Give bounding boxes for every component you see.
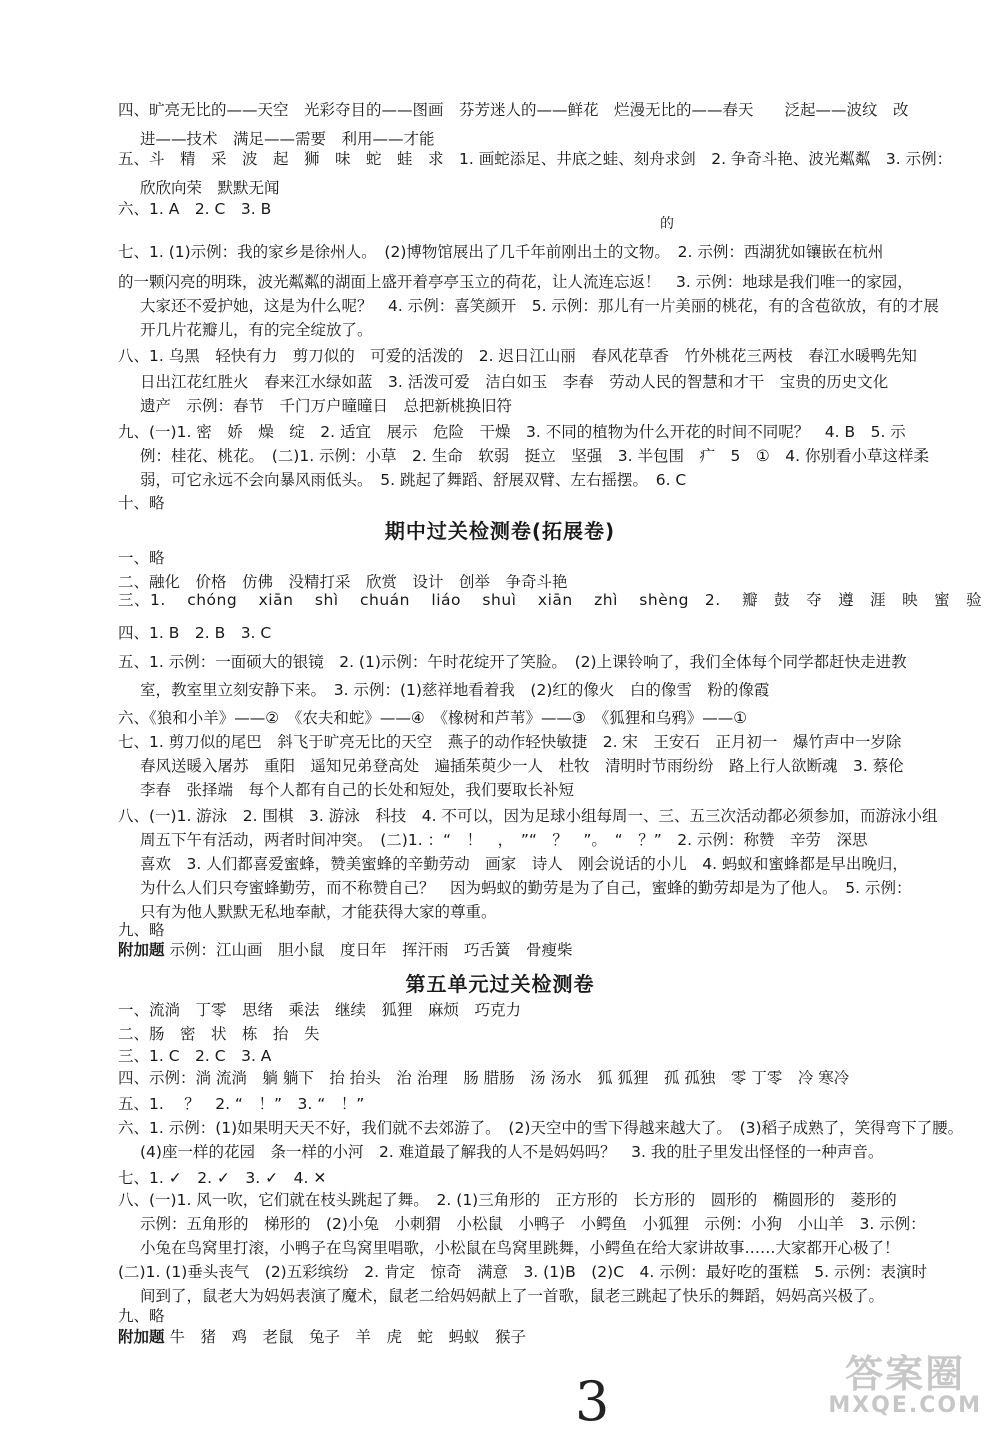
answer-line: 一、略 <box>118 549 165 567</box>
answer-line: 小兔在鸟窝里打滚，小鸭子在鸟窝里唱歌，小松鼠在鸟窝里跳舞，小鳄鱼在给大家讲故事……大家都开心极了！ <box>140 1239 900 1257</box>
answer-line: 二、融化 价格 仿佛 没精打采 欣赏 设计 创举 争奇斗艳 <box>118 573 568 591</box>
bonus-label: 附加题 <box>118 941 165 959</box>
bonus-row-unit5 <box>118 1327 940 1347</box>
answer-line: 周五下午有活动，两者时间冲突。 (二)1. ：“ ！ ， ”“ ？ ”。 “ ？” 2. 示例：称赞 辛劳 深思 <box>140 831 868 849</box>
answer-line: 九、略 <box>118 1307 165 1325</box>
answer-line: 五、斗 精 采 波 起 狮 味 蛇 蛙 求 1. 画蛇添足、井底之蛙、刻舟求剑 2. 争奇斗艳、波光粼粼 3. 示例： <box>118 150 953 168</box>
answer-line: 五、1. ？ 2. “ ！” 3. “ ！” <box>118 1095 365 1113</box>
answer-line: 大家还不爱护她，这是为什么呢？ 4. 示例：喜笑颜开 5. 示例：那儿有一片美丽的桃花，有的含苞欲放，有的才展 <box>140 297 939 315</box>
answer-line: 春风送暖入屠苏 重阳 遥知兄弟登高处 遍插茱萸少一人 杜牧 清明时节雨纷纷 路上行人欲断魂 3. 蔡伦 <box>140 757 904 775</box>
answer-line: 喜欢 3. 人们都喜爱蜜蜂，赞美蜜蜂的辛勤劳动 画家 诗人 刚会说话的小儿 4. 蚂蚁和蜜蜂都是早出晚归， <box>140 855 908 873</box>
answer-line: (二)1. (1)垂头丧气 (2)五彩缤纷 2. 肯定 惊奇 满意 3. (1)B (2)C 4. 示例：最好吃的蛋糕 5. 示例：表演时 <box>118 1263 927 1281</box>
bonus-row-midterm <box>118 940 940 960</box>
bonus-text: 牛 猪 鸡 老鼠 兔子 羊 虎 蛇 蚂蚁 猴子 <box>169 1328 526 1346</box>
answer-line: 四、旷亮无比的——天空 光彩夺目的——图画 芬芳迷人的——鲜花 烂漫无比的——春天 泛起——波纹 改 <box>118 101 909 119</box>
answer-line: 开几片花瓣儿，有的完全绽放了。 <box>140 321 373 339</box>
answer-line: 六、1. A 2. C 3. B <box>118 200 272 218</box>
answer-line: 八、1. 乌黑 轻快有力 剪刀似的 可爱的活泼的 2. 迟日江山丽 春风花草香 竹外桃花三两枝 春江水暖鸭先知 <box>118 347 917 365</box>
answer-line: 十、略 <box>118 494 165 512</box>
answer-line: 为什么人们只夸蜜蜂勤劳，而不称赞自己？ 因为蚂蚁的勤劳是为了自己，蜜蜂的勤劳却是为了他人。 5. 示例： <box>140 879 912 897</box>
answer-line: 李春 张择端 每个人都有自己的长处和短处，我们要取长补短 <box>140 781 575 799</box>
answer-line: 弱，可它永远不会向暴风雨低头。 5. 跳起了舞蹈、舒展双臂、左右摇摆。 6. C <box>140 471 687 489</box>
answer-line: 的一颗闪亮的明珠，波光粼粼的湖面上盛开着亭亭玉立的荷花，让人流连忘返！ 3. 示例：地球是我们唯一的家园， <box>118 273 913 291</box>
answer-line: 八、(一)1. 游泳 2. 围棋 3. 游泳 科技 4. 不可以，因为足球小组每周一、三、五三次活动都必须参加，而游泳小组 <box>118 807 938 825</box>
inserted-character-annotation: 的 <box>660 216 674 232</box>
answer-line: 九、(一)1. 密 娇 燥 绽 2. 适宜 展示 危险 干燥 3. 不同的植物为什么开花的时间不同呢？ 4. B 5. 示 <box>118 423 906 441</box>
answer-line: 四、示例：淌 流淌 躺 躺下 抬 抬头 治 治理 肠 腊肠 汤 汤水 狐 狐狸 孤 孤独 零 丁零 冷 寒冷 <box>118 1069 850 1087</box>
handwritten-page-number: 3 <box>575 1370 610 1433</box>
watermark-text: 答案圈 <box>845 1352 966 1396</box>
answer-line: 间到了，鼠老大为妈妈表演了魔术，鼠老二给妈妈献上了一首歌，鼠老三跳起了快乐的舞蹈，妈妈高兴极了。 <box>140 1287 885 1305</box>
answer-line: 七、1. (1)示例：我的家乡是徐州人。 (2)博物馆展出了几千年前刚出土的文物。 2. 示例：西湖犹如镶嵌在杭州 <box>118 243 884 261</box>
answer-line: 六、《狼和小羊》——② 《农夫和蛇》——④ 《橡树和芦苇》——③ 《狐狸和乌鸦》——① <box>118 709 748 727</box>
answer-line: 进——技术 满足——需要 利用——才能 <box>140 130 435 148</box>
answer-line: 三、1. C 2. C 3. A <box>118 1047 272 1065</box>
watermark-logo <box>828 1354 982 1418</box>
answer-line: 二、肠 密 状 栋 抬 失 <box>118 1025 320 1043</box>
watermark-domain: MXQE.COM <box>828 1393 982 1418</box>
answer-line: 七、1. ✓ 2. ✓ 3. ✓ 4. ✕ <box>118 1169 327 1187</box>
answer-line: 三、1. chóng xiān shì chuán liáo shuì xiān zhì shèng 2. 瓣 鼓 夺 遵 涯 映 蜜 验 <box>118 591 983 609</box>
section-title-unit5: 第五单元过关检测卷 <box>405 972 595 996</box>
bonus-label: 附加题 <box>118 1328 165 1346</box>
answer-line: 一、流淌 丁零 思绪 乘法 继续 狐狸 麻烦 巧克力 <box>118 1001 522 1019</box>
answer-line: 八、(一)1. 风一吹，它们就在枝头跳起了舞。 2. (1)三角形的 正方形的 长方形的 圆形的 椭圆形的 菱形的 <box>118 1191 897 1209</box>
answer-line: 室，教室里立刻安静下来。 3. 示例：(1)慈祥地看着我 (2)红的像火 白的像雪 粉的像霞 <box>140 681 770 699</box>
answer-line: 欣欣向荣 默默无闻 <box>140 179 280 197</box>
answer-line: 遗产 示例：春节 千门万户曈曈日 总把新桃换旧符 <box>140 397 513 415</box>
answer-line: 七、1. 剪刀似的尾巴 斜飞于旷亮无比的天空 燕子的动作轻快敏捷 2. 宋 王安石 正月初一 爆竹声中一岁除 <box>118 733 902 751</box>
answer-line: 四、1. B 2. B 3. C <box>118 624 272 642</box>
answer-line: 例：桂花、桃花。 (二)1. 示例：小草 2. 生命 软弱 挺立 坚强 3. 半包围 疒 5 ① 4. 你别看小草这样柔 <box>140 447 929 465</box>
answer-line: 示例：五角形的 梯形的 (2)小兔 小刺猬 小松鼠 小鸭子 小鳄鱼 小狐狸 示例：小狗 小山羊 3. 示例： <box>140 1215 926 1233</box>
answer-line: (4)座一样的花园 条一样的小河 2. 难道最了解我的人不是妈妈吗？ 3. 我的肚子里发出怪怪的一种声音。 <box>140 1143 884 1161</box>
section-title-midterm: 期中过关检测卷(拓展卷) <box>384 519 616 543</box>
bonus-text: 示例：江山画 胆小鼠 度日年 挥汗雨 巧舌簧 骨瘦柴 <box>169 941 573 959</box>
answer-line: 九、略 <box>118 921 165 939</box>
answer-line: 只有为他人默默无私地奉献，才能获得大家的尊重。 <box>140 903 497 921</box>
answer-line: 日出江花红胜火 春来江水绿如蓝 3. 活泼可爱 洁白如玉 李春 劳动人民的智慧和才干 宝贵的历史文化 <box>140 373 889 391</box>
answer-line: 五、1. 示例：一面硕大的银镜 2. (1)示例：午时花绽开了笑脸。 (2)上课铃响了，我们全体每个同学都赶快走进教 <box>118 653 907 671</box>
answer-line: 六、1. 示例：(1)如果明天天不好，我们就不去郊游了。 (2)天空中的雪下得越来越大了。 (3)稻子成熟了，笑得弯下了腰。 <box>118 1119 964 1137</box>
